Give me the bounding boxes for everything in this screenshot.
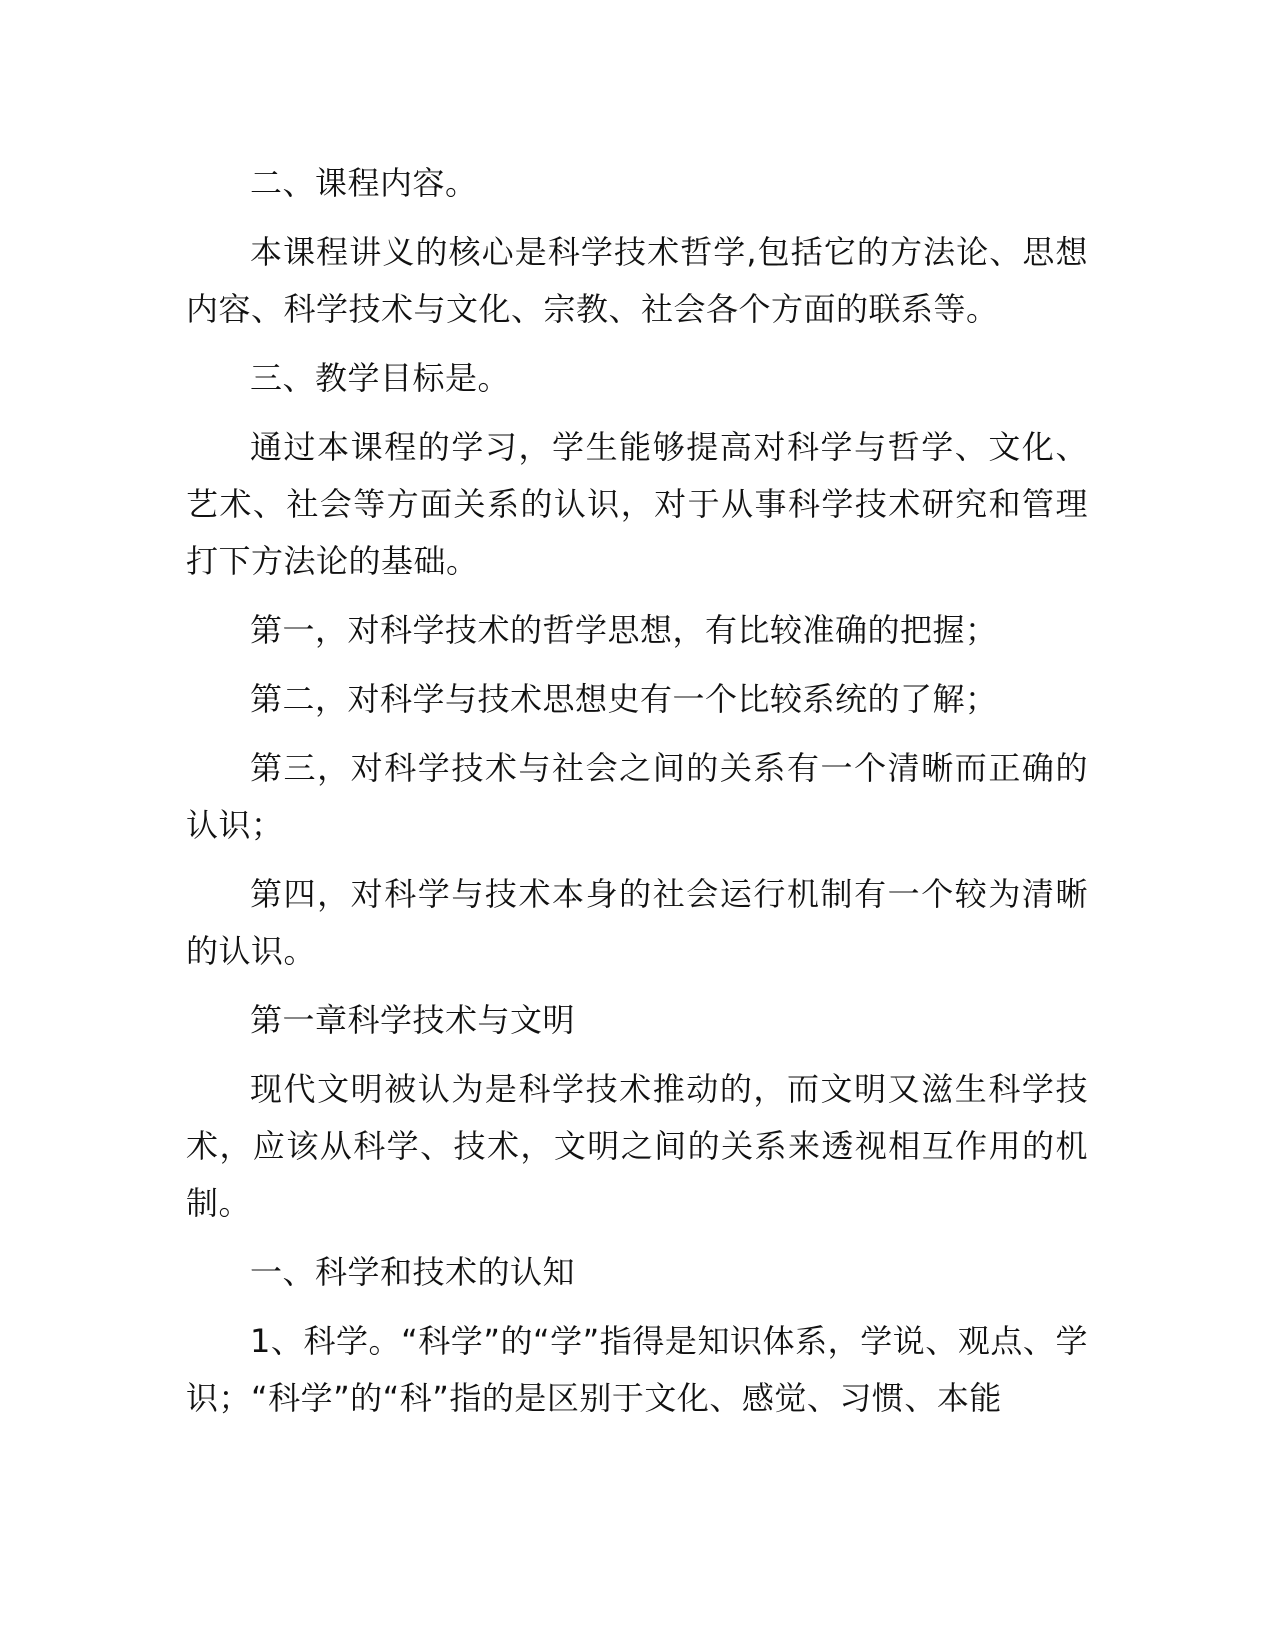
- goal-item-2: 第二，对科学与技术思想史有一个比较系统的了解；: [250, 680, 998, 718]
- goal-item-1: 第一，对科学技术的哲学思想，有比较准确的把握；: [250, 611, 998, 649]
- goal-item-3: 第三，对科学技术与社会之间的关系有一个清晰而正确的认识；: [186, 749, 1088, 844]
- paragraph-course-core: 本课程讲义的核心是科学技术哲学,包括它的方法论、思想内容、科学技术与文化、宗教、社会各个方面的联系等。: [186, 233, 1088, 328]
- section-heading-course-content: 二、课程内容。: [250, 164, 478, 202]
- document-body: [186, 155, 1088, 1439]
- goal-item-4: 第四，对科学与技术本身的社会运行机制有一个较为清晰的认识。: [186, 875, 1088, 970]
- paragraph-science-definition: 1、科学。“科学”的“学”指得是知识体系，学说、观点、学识；“科学”的“科”指的是区别于文化、感觉、习惯、本能: [186, 1322, 1088, 1417]
- section-heading-teaching-goals: 三、教学目标是。: [250, 359, 511, 397]
- chapter-heading: 第一章科学技术与文明: [250, 1001, 576, 1039]
- section-heading-science-tech-cognition: 一、科学和技术的认知: [250, 1253, 576, 1291]
- paragraph-learning-outcome: 通过本课程的学习，学生能够提高对科学与哲学、文化、艺术、社会等方面关系的认识，对于从事科学技术研究和管理打下方法论的基础。: [186, 428, 1088, 580]
- paragraph-modern-civilization: 现代文明被认为是科学技术推动的，而文明又滋生科学技术，应该从科学、技术，文明之间的关系来透视相互作用的机制。: [186, 1070, 1088, 1222]
